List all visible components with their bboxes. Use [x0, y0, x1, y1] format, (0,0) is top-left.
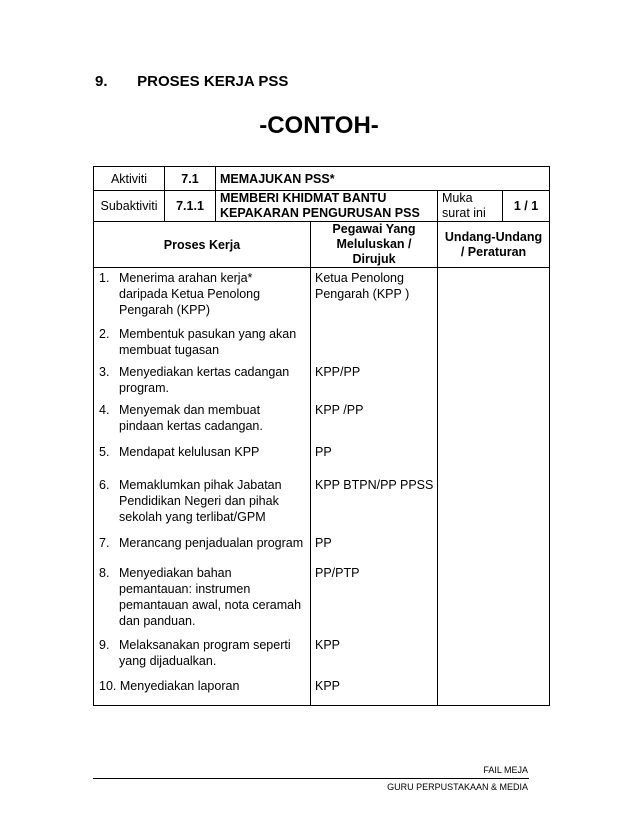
step-item: 8. Menyediakan bahan pemantauan: instrumen pemantauan awal, nota ceramah dan panduan. [99, 566, 302, 628]
officer-item: KPP [315, 638, 341, 652]
page-value: 1 / 1 [503, 191, 550, 222]
footer-label-2: GURU PERPUSTAKAAN & MEDIA [387, 782, 528, 792]
officer-item: PP [315, 445, 332, 459]
example-title: -CONTOH- [259, 112, 379, 139]
step-item: 10. Menyediakan laporan [99, 679, 240, 693]
step-item: 4. Menyemak dan membuat pindaan kertas cadangan. [99, 403, 263, 433]
subactivity-title: MEMBERI KHIDMAT BANTU KEPAKARAN PENGURUSAN PSS [216, 191, 438, 222]
officer-item: PP/PTP [315, 566, 360, 580]
step-item: 5. Mendapat kelulusan KPP [99, 445, 260, 459]
process-table [93, 166, 550, 706]
header-law: Undang-Undang / Peraturan [438, 222, 550, 268]
officer-item: Ketua Penolong Pengarah (KPP ) [315, 271, 410, 301]
footer-label-1: FAIL MEJA [483, 765, 528, 775]
section-number: 9. [95, 73, 108, 90]
subactivity-row [94, 191, 550, 222]
step-item: 9. Melaksanakan program seperti yang dijadualkan. [99, 638, 291, 668]
subactivity-code: 7.1.1 [165, 191, 216, 222]
officer-item: KPP/PP [315, 365, 361, 379]
header-row [94, 222, 550, 268]
step-item: 6. Memaklumkan pihak Jabatan Pendidikan Negeri dan pihak sekolah yang terlibat/GPM [99, 478, 282, 524]
header-officer: Pegawai Yang Meluluskan / Dirujuk [311, 222, 438, 268]
step-item: 3. Menyediakan kertas cadangan program. [99, 365, 290, 395]
officer-item: KPP /PP [315, 403, 364, 417]
steps-row [94, 268, 550, 706]
section-title: PROSES KERJA PSS [137, 73, 289, 90]
subactivity-label: Subaktiviti [94, 191, 165, 222]
officer-item: KPP [315, 679, 341, 693]
step-item: 1. Menerima arahan kerja* daripada Ketua Penolong Pengarah (KPP) [99, 271, 261, 317]
activity-code: 7.1 [165, 167, 216, 191]
step-item: 7. Merancang penjadualan program [99, 536, 304, 550]
footer-divider [93, 778, 529, 779]
page-label: Muka surat ini [438, 191, 503, 222]
activity-label: Aktiviti [94, 167, 165, 191]
officer-item: PP [315, 536, 332, 550]
section-heading [95, 73, 288, 90]
step-item: 2. Membentuk pasukan yang akan membuat tugasan [99, 327, 297, 357]
process-steps-cell [94, 268, 311, 706]
law-cell [438, 268, 550, 706]
activity-row [94, 167, 550, 191]
officer-item: KPP BTPN/PP PPSS [315, 478, 434, 492]
officer-cell [311, 268, 438, 706]
activity-title: MEMAJUKAN PSS* [216, 167, 550, 191]
header-process: Proses Kerja [94, 222, 311, 268]
